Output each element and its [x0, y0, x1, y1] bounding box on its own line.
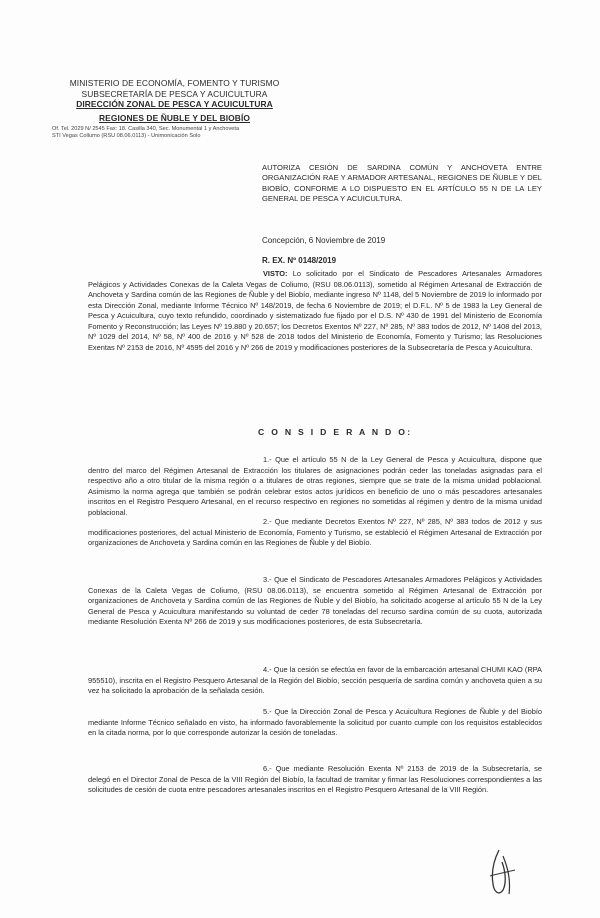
ministry-name: MINISTERIO DE ECONOMÍA, FOMENTO Y TURISMO — [69, 78, 280, 88]
resolution-date: Concepción, 6 Noviembre de 2019 — [262, 236, 386, 245]
handwritten-initials-signature — [485, 846, 519, 900]
considerando-4 — [88, 665, 542, 697]
considerando-text: Que mediante Decretos Exentos Nº 227, Nº 285, Nº 383 todos de 2012 y sus modificaciones posteriores, del actual Ministerio de Economía, Fomento y Turismo, se estableció el Régimen Artesanal de Extracción por organizaciones de Anchoveta y Sardina común en las Regiones de Ñuble y del Biobío. — [88, 517, 542, 547]
address-line-2: STI Vegas Collumo (RSU 08.06.0113) - Unimonicación Solo — [52, 133, 201, 139]
considerando-text: Que el Sindicato de Pescadores Artesanales Armadores Pelágicos y Actividades Conexas de la Caleta Vegas de Coliumo, (RSU 08.06.0113), se encuentra sometido al Régimen Artesanal de Extracción por organizaciones de Anchoveta y Sardina común de las Regiones de Ñuble y del Biobío, ha solicitado acogerse al artículo 55 N de la Ley General de Pesca y Acuicultura manifestando su voluntad de ceder 78 toneladas del recurso sardina común de su cuota, autorizada mediante Resolución Exenta Nº 266 de 2019 y sus modificaciones posteriores, de esta Subsecretaría. — [88, 575, 542, 626]
visto-label: VISTO: — [263, 269, 288, 278]
resolution-number: R. EX. Nº 0148/2019 — [262, 256, 337, 265]
visto-paragraph — [88, 269, 542, 353]
considerando-heading: C O N S I D E R A N D O: — [258, 427, 413, 437]
visto-text: Lo solicitado por el Sindicato de Pescadores Artesanales Armadores Pelágicos y Actividades Conexas de la Caleta Vegas de Coliumo, (RSU 08.06.0113), sometido al Régimen Artesanal de Extracción de Anchoveta y Sardina común de las Regiones de Ñuble y del Biobío, mediante ingreso Nº 1148, del 5 Noviembre de 2019 lo informado por esta Dirección Zonal, mediante Informe Técnico Nº 148/2019, de fecha 6 Noviembre de 2019; el D.F.L. Nº 5 de 1983 la Ley General de Pesca y Acuicultura, cuyo texto refundido, coordinado y sistematizado fue fijado por el D.S. Nº 430 de 1991 del Ministerio de Economía Fomento y Reconstrucción; las Leyes Nº 19.880 y 20.657; los Decretos Exentos Nº 227, Nº 285, Nº 383 todos de 2012, Nº 1408 del 2013, Nº 1029 del 2014, Nº 58, Nº 400 de 2016 y Nº 528 de 2018 todos del Ministerio de Economía, Fomento y Turismo; las Resoluciones Exentas Nº 2153 de 2016, Nº 4595 del 2016 y Nº 266 de 2019 y modificaciones posteriores de la Subsecretaría de Pesca y Acuicultura. — [88, 269, 542, 352]
considerando-number: 6.- — [263, 764, 272, 773]
considerando-1 — [88, 455, 542, 518]
regions-name: REGIONES DE ÑUBLE Y DEL BIOBÍO — [99, 112, 250, 123]
considerando-number: 2.- — [263, 517, 272, 526]
considerando-2 — [88, 517, 542, 549]
direccion-zonal-name: DIRECCIÓN ZONAL DE PESCA Y ACUICULTURA — [76, 99, 273, 110]
address-line-1: Of. Tel. 2029 N/ 2545 Fax: 18. Casilla 340, Sec. Monumental 1 y Anchoveta — [52, 126, 240, 132]
considerando-text: Que mediante Resolución Exenta Nº 2153 de 2019 de la Subsecretaría, se delegó en el Director Zonal de Pesca de la VIII Región del Biobío, la facultad de tramitar y firmar las Resoluciones correspondientes a las solicitudes de cesión de cuota entre pescadores artesanales inscritos en el Registro Pesquero Artesanal de la VIII Región. — [88, 764, 542, 794]
letterhead — [62, 78, 287, 123]
considerando-number: 3.- — [263, 575, 272, 584]
letterhead-address — [52, 126, 292, 140]
considerando-6 — [88, 764, 542, 796]
subsecretaria-name: SUBSECRETARÍA DE PESCA Y ACUICULTURA — [81, 88, 268, 99]
considerando-text: Que el artículo 55 N de la Ley General de Pesca y Acuicultura, dispone que dentro del marco del Régimen Artesanal de Extracción los titulares de asignaciones podrán ceder las toneladas asignadas para el respectivo año a otro titular de la misma región o a titulares de otras regiones, siempre que se trate de la misma unidad poblacional. Asimismo la norma agrega que también se podrán celebrar estos actos jurídicos en beneficio de uno o más pescadores artesanales inscritos en el Registro Pesquero Artesanal, en el recurso respectivo en regiones no sometidas al régimen y dentro de la misma unidad poblacional. — [88, 455, 542, 517]
considerando-text: Que la cesión se efectúa en favor de la embarcación artesanal CHUMI KAO (RPA 955510), inscrita en el Registro Pesquero Artesanal de la Región del Biobío, sección pesquería de sardina común y anchoveta quien a su vez ha solicitado la aprobación de la señalada cesión. — [88, 665, 542, 695]
considerando-5 — [88, 707, 542, 739]
considerando-number: 5.- — [263, 707, 272, 716]
considerando-number: 4.- — [263, 665, 272, 674]
considerando-text: Que la Dirección Zonal de Pesca y Acuicultura Regiones de Ñuble y del Biobío mediante Informe Técnico señalado en visto, ha informado favorablemente la solicitud por cuanto cumple con los requisitos establecidos en la citada norma, por lo que corresponde autorizar la cesión de toneladas. — [88, 707, 542, 737]
considerando-3 — [88, 575, 542, 628]
resolution-subject: AUTORIZA CESIÓN DE SARDINA COMÚN Y ANCHOVETA ENTRE ORGANIZACIÓN RAE Y ARMADOR ARTESANAL, REGIONES DE ÑUBLE Y DEL BIOBÍO, CONFORME A LO DISPUESTO EN EL ARTÍCULO 55 N DE LA LEY GENERAL DE PESCA Y ACUICULTURA. — [262, 163, 542, 203]
considerando-number: 1.- — [263, 455, 272, 464]
